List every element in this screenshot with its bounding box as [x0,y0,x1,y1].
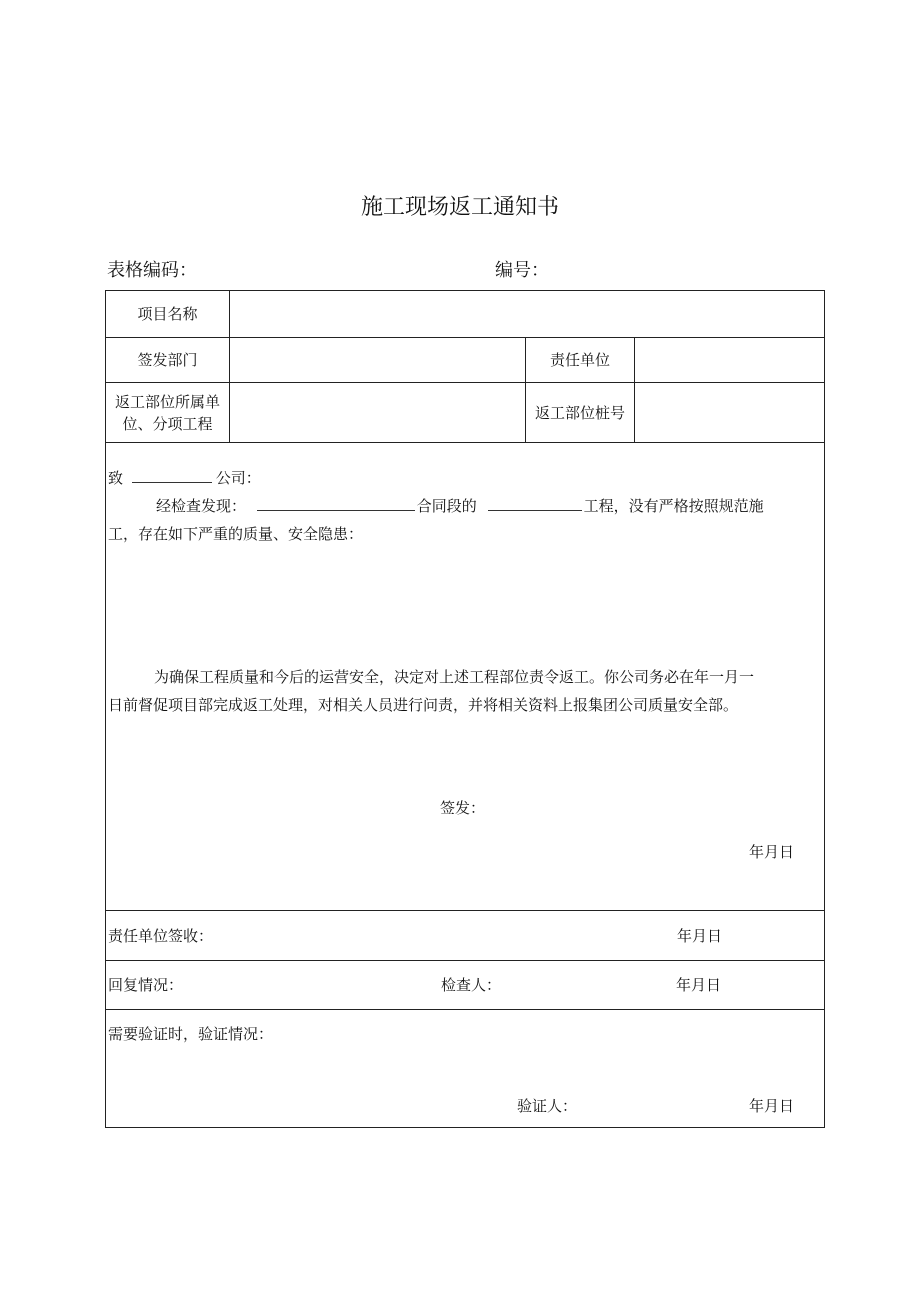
rework-unit-label: 返工部位所属单位、分项工程 [114,392,220,433]
notice-form [105,290,825,1128]
sign-label: 签发： [440,799,486,817]
inspection-line [156,494,764,518]
rework-order-line1: 为确保工程质量和今后的运营安全，决定对上述工程部位责令返工。你公司务必在年一月一 [154,668,755,686]
rework-station-label: 返工部位桩号 [534,403,625,422]
verification-label: 需要验证时，验证情况： [108,1025,274,1043]
form-code-label: 表格编码： [107,260,197,281]
issuing-dept-label: 签发部门 [137,351,198,369]
row-divider [106,442,824,443]
contract-section-text: 合同段的 [416,497,477,515]
row-divider [106,960,824,961]
notice-date-label: 年月日 [749,843,795,861]
reply-date-label: 年月日 [676,976,722,994]
to-prefix: 致 [108,469,124,487]
verifier-label: 验证人： [517,1097,578,1115]
issues-intro: 工，存在如下严重的质量、安全隐患： [108,525,364,543]
addressee-line [108,466,261,490]
inspector-label: 检查人： [441,976,502,994]
project-blank[interactable] [488,496,582,511]
receipt-date-label: 年月日 [677,927,723,945]
project-name-label: 项目名称 [137,305,198,323]
project-suffix-text: 工程，没有严格按照规范施 [583,497,764,515]
row-divider [106,1009,824,1010]
issuing-dept-field[interactable] [230,338,525,382]
rework-unit-field[interactable] [230,383,525,442]
row-divider [106,910,824,911]
page-title: 施工现场返工通知书 [360,195,559,220]
inspection-prefix: 经检查发现： [156,497,247,515]
rework-station-field[interactable] [635,383,824,442]
project-name-field[interactable] [230,291,824,337]
responsible-unit-field[interactable] [635,338,824,382]
number-label: 编号： [495,260,549,281]
receipt-label: 责任单位签收： [108,927,214,945]
company-blank[interactable] [132,468,212,483]
verification-date-label: 年月日 [749,1097,795,1115]
contract-section-blank[interactable] [257,496,415,511]
rework-order-line2: 日前督促项目部完成返工处理，对相关人员进行问责，并将相关资料上报集团公司质量安全部。 [108,696,739,714]
to-suffix: 公司： [215,469,261,487]
responsible-unit-label: 责任单位 [549,351,610,369]
reply-label: 回复情况： [108,976,184,994]
